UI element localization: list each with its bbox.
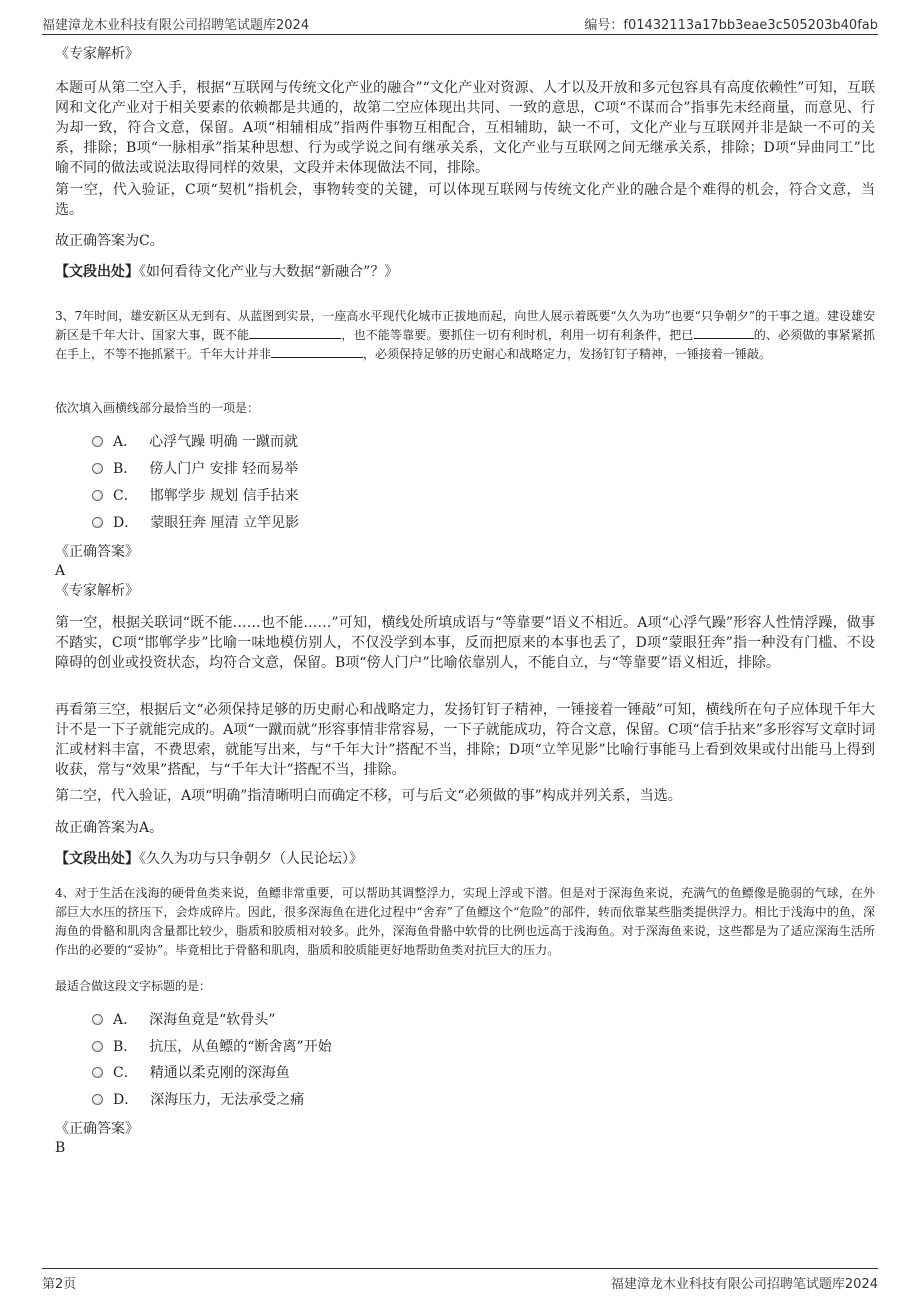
q3-blank-2 (694, 326, 754, 339)
q3-prompt: 依次填入画横线部分最恰当的一项是： (55, 401, 260, 415)
q3-analysis-para2: 再看第三空，根据后文“必须保持足够的历史耐心和战略定力，发扬钉钉子精神，一锤接着一锤敲”可知，横线所在句子应体现千年大计不是一下子就能完成的。A项“一蹴而就”形容事情非常容易，一下子就能成功，符合文意，保留。C项“信手拈来”多形容写文章时词汇或材料丰富，不费思索，就能写出来，与“千年大计”搭配不当，排除；D项“立竿见影”比喻行事能马上看到效果或付出能马上得到收获，常与“效果”搭配，与“千年大计”搭配不当，排除。 (55, 702, 875, 778)
q3-stem-a: 3、7年时间，雄安新区从无到有、从蓝图到实景，一座高水平现代化城市正拔地而起，向世人展示着既要“久久为功”也要“只争朝夕”的干事之道。建设雄安新区是千年大计、国家大事，既不能 (55, 309, 875, 342)
radio-icon[interactable] (92, 463, 103, 474)
radio-icon[interactable] (92, 490, 103, 501)
q3-stem-b: ，也不能等靠要。要抓住一切有利时机，利用一切有利条件，把已 (341, 328, 694, 342)
q3-source-label: 【文段出处】 (55, 851, 139, 867)
radio-icon[interactable] (92, 517, 103, 528)
q3-analysis-para1: 第一空，根据关联词“既不能……也不能……”可知，横线处所填成语与“等靠要”语义不相近。A项“心浮气躁”形容人性情浮躁，做事不踏实，C项“邯郸学步”比喻一味地模仿别人，不仅没学到本事，反而把原来的本事也丢了，D项“蒙眼狂奔”指一种没有门槛、不设障碍的创业或投资状态，均符合文意，保留。B项“傍人门户”比喻依靠别人，不能自立，与“等靠要”语义相近，排除。 (55, 615, 875, 671)
header-title: 福建漳龙木业科技有限公司招聘笔试题库2024 (42, 18, 310, 33)
q3-option-a[interactable]: A． 心浮气躁 明确 一蹴而就 (92, 432, 298, 452)
footer-company: 福建漳龙木业科技有限公司招聘笔试题库2024 (610, 1277, 878, 1292)
q2-source (55, 262, 875, 282)
header-doc-id: 编号：f01432113a17bb3eae3c505203b40fab (584, 18, 878, 33)
q4-answer: B (55, 1140, 66, 1156)
q3-analysis-label: 《专家解析》 (55, 583, 139, 599)
q3-analysis-para3: 第二空，代入验证，A项“明确”指清晰明白而确定不移，可与后文“必须做的事”构成并列关系，当选。 (55, 788, 682, 804)
q3-source (55, 849, 875, 869)
q3-stem-c: 的、必须做的事紧紧抓在手上，不等不拖抓紧干。千年大计并非 (55, 328, 875, 361)
q2-source-label: 【文段出处】 (55, 264, 139, 280)
q3-option-b[interactable]: B． 傍人门户 安排 轻而易举 (92, 459, 298, 479)
q2-analysis-para2: 第一空，代入验证，C项“契机”指机会，事物转变的关键，可以体现互联网与传统文化产业的融合是个难得的机会，符合文意，当选。 (55, 182, 875, 218)
q4-option-a[interactable]: A． 深海鱼竟是“软骨头” (92, 1010, 275, 1030)
q3-option-c[interactable]: C． 邯郸学步 规划 信手拈来 (92, 486, 299, 506)
q3-source-title: 《久久为功与只争朝夕（人民论坛）》 (139, 851, 363, 867)
q3-stem (55, 307, 875, 364)
radio-icon[interactable] (92, 1014, 103, 1025)
q4-option-d[interactable]: D． 深海压力，无法承受之痛 (92, 1090, 304, 1110)
q2-conclusion: 故正确答案为C。 (55, 233, 164, 249)
q2-source-title: 《如何看待文化产业与大数据“新融合”？》 (139, 264, 399, 280)
q3-answer: A (55, 563, 66, 579)
page-number: 第2页 (42, 1277, 77, 1292)
q2-analysis-para1: 本题可从第二空入手，根据“互联网与传统文化产业的融合”“文化产业对资源、人才以及开放和多元包容具有高度依赖性”可知，互联网和文化产业对于相关要素的依赖都是共通的，故第二空应体现出共同、一致的意思，C项“不谋而合”指事先未经商量，而意见、行为却一致，符合文意，保留。A项“相辅相成”指两件事物互相配合，互相辅助，缺一不可，文化产业与互联网并非是缺一不可的关系，排除；B项“一脉相承”指某种思想、行为或学说之间有继承关系，文化产业与互联网之间无继承关系，排除；D项“异曲同工”比喻不同的做法或说法取得同样的效果，文段并未体现做法不同，排除。 (55, 80, 875, 176)
radio-icon[interactable] (92, 1067, 103, 1078)
q3-blank-3 (271, 345, 363, 358)
q4-option-c[interactable]: C． 精通以柔克刚的深海鱼 (92, 1063, 290, 1083)
q3-blank-1 (249, 326, 341, 339)
q3-option-d[interactable]: D． 蒙眼狂奔 厘清 立竿见影 (92, 513, 299, 533)
q3-answer-label: 《正确答案》 (55, 544, 139, 560)
page-header (42, 12, 878, 35)
q4-option-b[interactable]: B． 抗压，从鱼鳔的“断舍离”开始 (92, 1037, 332, 1057)
q2-analysis-label: 《专家解析》 (55, 46, 139, 62)
q4-stem: 4、对于生活在浅海的硬骨鱼类来说，鱼鳔非常重要，可以帮助其调整浮力，实现上浮或下潜。但是对于深海鱼来说，充满气的鱼鳔像是脆弱的气球，在外部巨大水压的挤压下，会炸成碎片。因此，很多深海鱼在进化过程中“舍弃”了鱼鳔这个“危险”的部件，转而依靠某些脂类提供浮力。相比于浅海中的鱼，深海鱼的骨骼和肌肉含量都比较少，脂质和胶质相对较多。此外，深海鱼骨骼中软骨的比例也远高于浅海鱼。对于深海鱼来说，这些都是为了适应深海生活所作出的必要的“妥协”。毕竟相比于骨骼和肌肉，脂质和胶质能更好地帮助鱼类对抗巨大的压力。 (55, 886, 875, 957)
q4-answer-label: 《正确答案》 (55, 1121, 139, 1137)
q4-prompt: 最适合做这段文字标题的是： (55, 979, 212, 993)
radio-icon[interactable] (92, 1094, 103, 1105)
q3-conclusion: 故正确答案为A。 (55, 820, 164, 836)
radio-icon[interactable] (92, 436, 103, 447)
radio-icon[interactable] (92, 1041, 103, 1052)
page-footer (42, 1268, 878, 1291)
q3-stem-d: ，必须保持足够的历史耐心和战略定力，发扬钉钉子精神，一锤接着一锤敲。 (363, 347, 772, 361)
